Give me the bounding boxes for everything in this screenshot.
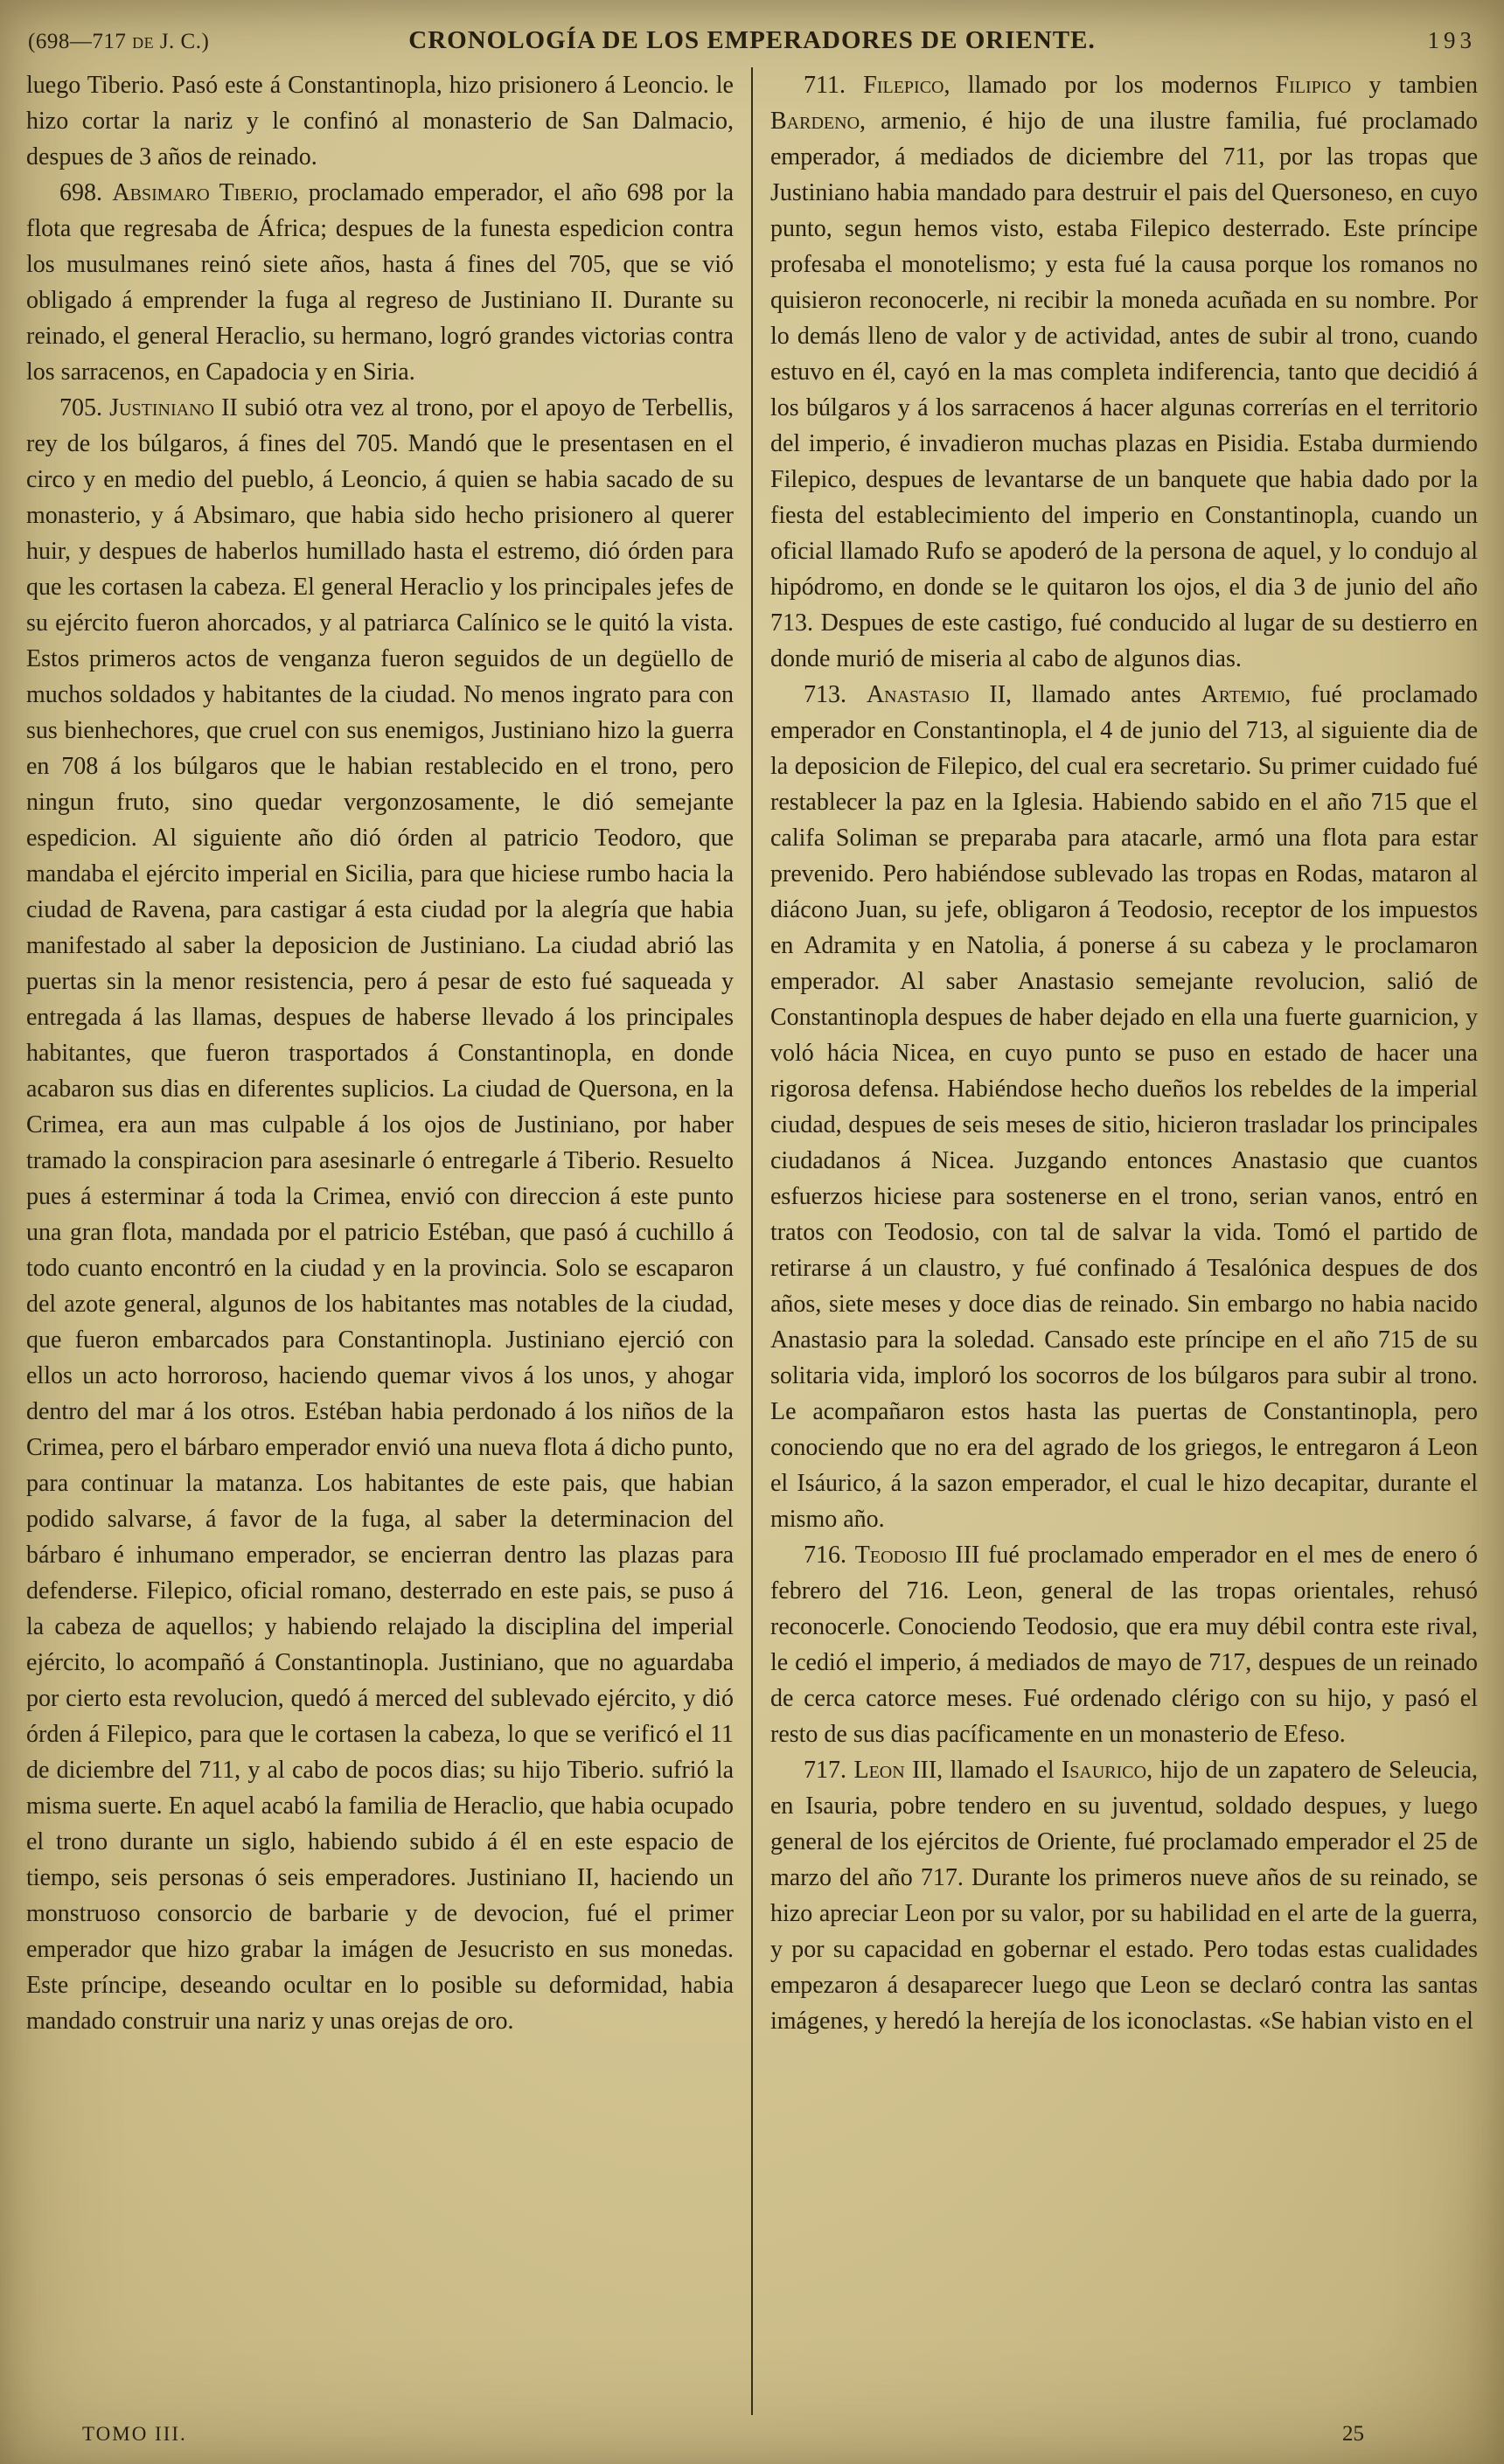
emperor-name-smallcaps: Isaurico: [1061, 1757, 1147, 1784]
volume-label: TOMO III.: [82, 2423, 187, 2445]
emperor-name-smallcaps: Justiniano II: [109, 394, 238, 421]
paragraph: [770, 1537, 1478, 1752]
text-segment: , proclamado emperador, el año 698 por la flota que regresaba de África; despues de la funesta espedicion contra los musulmanes reinó siete años, hasta á fines del 705, que se vió obligado á emprender la fuga al regreso de Justiniano II. Durante su reinado, el general Heraclio, su hermano, logró grandes victorias contra los sarracenos, en Capadocia y en Siria.: [26, 179, 734, 386]
emperor-name-smallcaps: Absimaro Tiberio: [112, 179, 293, 206]
text-segment: 713.: [804, 681, 867, 708]
text-segment: , llamado por los modernos: [943, 72, 1276, 99]
paragraph: [770, 677, 1478, 1537]
paragraph: [26, 390, 734, 2039]
emperor-name-smallcaps: Leon III: [853, 1757, 937, 1784]
page-title: CRONOLOGÍA DE LOS EMPERADORES DE ORIENTE.: [408, 26, 1096, 54]
text-columns: [26, 67, 1478, 2415]
paragraph: [770, 67, 1478, 677]
paragraph: [26, 67, 734, 175]
emperor-name-smallcaps: Filepico: [863, 72, 944, 99]
emperor-name-smallcaps: Anastasio II: [866, 681, 1006, 708]
paragraph: [26, 175, 734, 390]
text-segment: , llamado antes: [1006, 681, 1201, 708]
text-segment: subió otra vez al trono, por el apoyo de Terbellis, rey de los búlgaros, á fines del 705. Mandó que le presentasen en el circo y en medio del pueblo, á Leoncio, á quien se habia sacado de su monasterio, y á Absimaro, que habia sido hecho prisionero al querer huir, y despues de haberlos humillado hasta el estremo, dió órden para que les cortasen la cabeza. El general Heraclio y los principales jefes de su ejército fueron ahorcados, y al patriarca Calínico se le quitó la vista. Estos primeros actos de venganza fueron seguidos de un degüello de muchos soldados y habitantes de la ciudad. No menos ingrato para con sus bienhechores, que cruel con sus enemigos, Justiniano hizo la guerra en 708 á los búlgaros que le habian restablecido en el trono, pero ningun fruto, sino quedar vergonzosamente, le dió semejante espedicion. Al siguiente año dió órden al patricio Teodoro, que mandaba el ejército imperial en Sicilia, para que hiciese rumbo hacia la ciudad de Ravena, para castigar á esta ciudad por la alegría que habia manifestado al saber la deposicion de Justiniano. La ciudad abrió las puertas sin la menor resistencia, pero á pesar de esto fué saqueada y entregada á las llamas, despues de haberse llevado á los principales habitantes, que fueron trasportados á Constantinopla, en donde acabaron sus dias en diferentes suplicios. La ciudad de Quersona, en la Crimea, era aun mas culpable á los ojos de Justiniano, por haber tramado la conspiracion para asesinarle ó entregarle á Tiberio. Resuelto pues á esterminar á toda la Crimea, envió con direccion á este punto una gran flota, mandada por el patricio Estéban, que pasó á cuchillo á todo cuanto encontró en la ciudad y en la provincia. Solo se escaparon del azote general, algunos de los habitantes mas notables de la ciudad, que fueron embarcados para Constantinopla. Justiniano ejerció con ellos un acto horroroso, haciendo quemar vivos á los unos, y ahogar dentro del mar á los otros. Estéban habia perdonado á los niños de la Crimea, pero el bárbaro emperador envió una nueva flota á dicho punto, para continuar la matanza. Los habitantes de este pais, que habian podido salvarse, á favor de la fuga, al saber la determinacion del bárbaro é inhumano emperador, se encierran dentro las plazas para defenderse. Filepico, oficial romano, desterrado en este pais, se puso á la cabeza de aquellos; y habiendo relajado la disciplina del imperial ejército, lo acompañó á Constantinopla. Justiniano, que no aguardaba por cierto esta revolucion, quedó á merced del sublevado ejército, y dió órden á Filepico, para que le cortasen la cabeza, lo que se verificó el 11 de diciembre del 711, y al cabo de pocos dias; su hijo Tiberio. sufrió la misma suerte. En aquel acabó la familia de Heraclio, que habia ocupado el trono durante un siglo, habiendo subido á él en este espacio de tiempo, seis personas ó seis emperadores. Justiniano II, haciendo un monstruoso consorcio de barbarie y de devocion, fué el primer emperador que hizo grabar la imágen de Jesucristo en sus monedas. Este príncipe, deseando ocultar en lo posible su deformidad, habia mandado construir una nariz y unas orejas de oro.: [26, 394, 734, 2035]
text-segment: fué proclamado emperador en el mes de enero ó febrero del 716. Leon, general de las tropas orientales, rehusó reconocerle. Conociendo Teodosio, que era muy débil contra este rival, le cedió el imperio, á mediados de mayo de 717, despues de un reinado de cerca catorce meses. Fué ordenado clérigo con su hijo, y pasó el resto de sus dias pacíficamente en un monasterio de Efeso.: [770, 1542, 1478, 1748]
header-date-range: (698—717 de J. C.): [28, 30, 210, 53]
paragraph: [770, 1752, 1478, 2039]
text-segment: , fué proclamado emperador en Constantinopla, el 4 de junio del 713, al siguiente dia de la deposicion de Filepico, del cual era secretario. Su primer cuidado fué restablecer la paz en la Iglesia. Habiendo sabido en el año 715 que el califa Soliman se preparaba para atacarle, armó una flota para estar prevenido. Pero habiéndose sublevado las tropas en Rodas, mataron al diácono Juan, su jefe, obligaron á Teodosio, receptor de los impuestos en Adramita y en Natolia, á ponerse á su cabeza y le proclamaron emperador. Al saber Anastasio semejante revolucion, salió de Constantinopla despues de haber dejado en ella una fuerte guarnicion, y voló hácia Nicea, en cuyo punto se puso en estado de hacer una rigorosa defensa. Habiéndose hecho dueños los rebeldes de la imperial ciudad, despues de seis meses de sitio, hicieron trasladar los principales ciudadanos á Nicea. Juzgando entonces Anastasio que cuantos esfuerzos hiciese para sostenerse en el trono, serian vanos, entró en tratos con Teodosio, con tal de salvar la vida. Tomó el partido de retirarse á un claustro, y fué confinado á Tesalónica despues de dos años, siete meses y doce dias de reinado. Sin embargo no habia nacido Anastasio para la soledad. Cansado este príncipe en el año 715 de su solitaria vida, imploró los socorros de los búlgaros para subir al trono. Le acompañaron estos hasta las puertas de Constantinopla, pero conociendo que no era del agrado de los griegos, le entregaron á Leon el Isáurico, á la sazon emperador, el cual le hizo decapitar, durante el mismo año.: [770, 681, 1478, 1533]
emperor-name-smallcaps: Artemio: [1201, 681, 1285, 708]
text-segment: 705.: [59, 394, 110, 421]
page-header: [28, 26, 1476, 55]
column-divider: [751, 67, 753, 2415]
emperor-name-smallcaps: Filipico: [1275, 72, 1352, 99]
right-column: [770, 67, 1478, 2415]
left-column: [26, 67, 734, 2415]
text-segment: , armenio, é hijo de una ilustre familia, fué proclamado emperador, á mediados de diciembre del 711, por las tropas que Justiniano habia mandado para destruir el pais del Quersoneso, en cuyo punto, segun hemos visto, estaba Filepico desterrado. Este príncipe profesaba el monotelismo; y esta fué la causa porque los romanos no quisieron reconocerle, ni recibir la moneda acuñada en su nombre. Por lo demás lleno de valor y de actividad, antes de subir al trono, cuando estuvo en él, cayó en la mas completa indiferencia, tanto que decidió á los búlgaros y á los sarracenos á hacer algunas correrías en el territorio del imperio, é invadieron muchas plazas en Pisidia. Estaba durmiendo Filepico, despues de levantarse de un banquete que habia dado por la fiesta del establecimiento del imperio en Constantinopla, cuando un oficial llamado Rufo se apoderó de la persona de aquel, y lo condujo al hipódromo, en donde se le quitaron los ojos, el dia 3 de junio del año 713. Despues de este castigo, fué conducido al lugar de su destierro en donde murió de miseria al cabo de algunos dias.: [770, 108, 1478, 672]
text-segment: 711.: [804, 72, 864, 99]
page-number: 193: [1427, 27, 1476, 53]
text-segment: , hijo de un zapatero de Seleucia, en Isauria, pobre tendero en su juventud, soldado despues, y luego general de los ejércitos de Oriente, fué proclamado emperador el 25 de marzo del año 717. Durante los primeros nueve años de su reinado, se hizo apreciar Leon por su valor, por su habilidad en el arte de la guerra, y por su capacidad en gobernar el estado. Pero todas estas cualidades empezaron á desaparecer luego que Leon se declaró contra las santas imágenes, y heredó la herejía de los iconoclastas. «Se habian visto en el: [770, 1757, 1478, 2035]
emperor-name-smallcaps: Teodosio III: [854, 1542, 980, 1569]
emperor-name-smallcaps: Bardeno: [770, 108, 860, 135]
text-segment: , llamado el: [937, 1757, 1062, 1784]
text-segment: 698.: [59, 179, 113, 206]
text-segment: y tambien: [1351, 72, 1478, 99]
text-segment: 716.: [804, 1542, 855, 1569]
page-footer: [26, 2422, 1478, 2448]
signature-number: 25: [1342, 2422, 1364, 2446]
text-segment: luego Tiberio. Pasó este á Constantinopla, hizo prisionero á Leoncio. le hizo cortar la nariz y le confinó al monasterio de San Dalmacio, despues de 3 años de reinado.: [26, 72, 734, 171]
text-segment: 717.: [804, 1757, 854, 1784]
